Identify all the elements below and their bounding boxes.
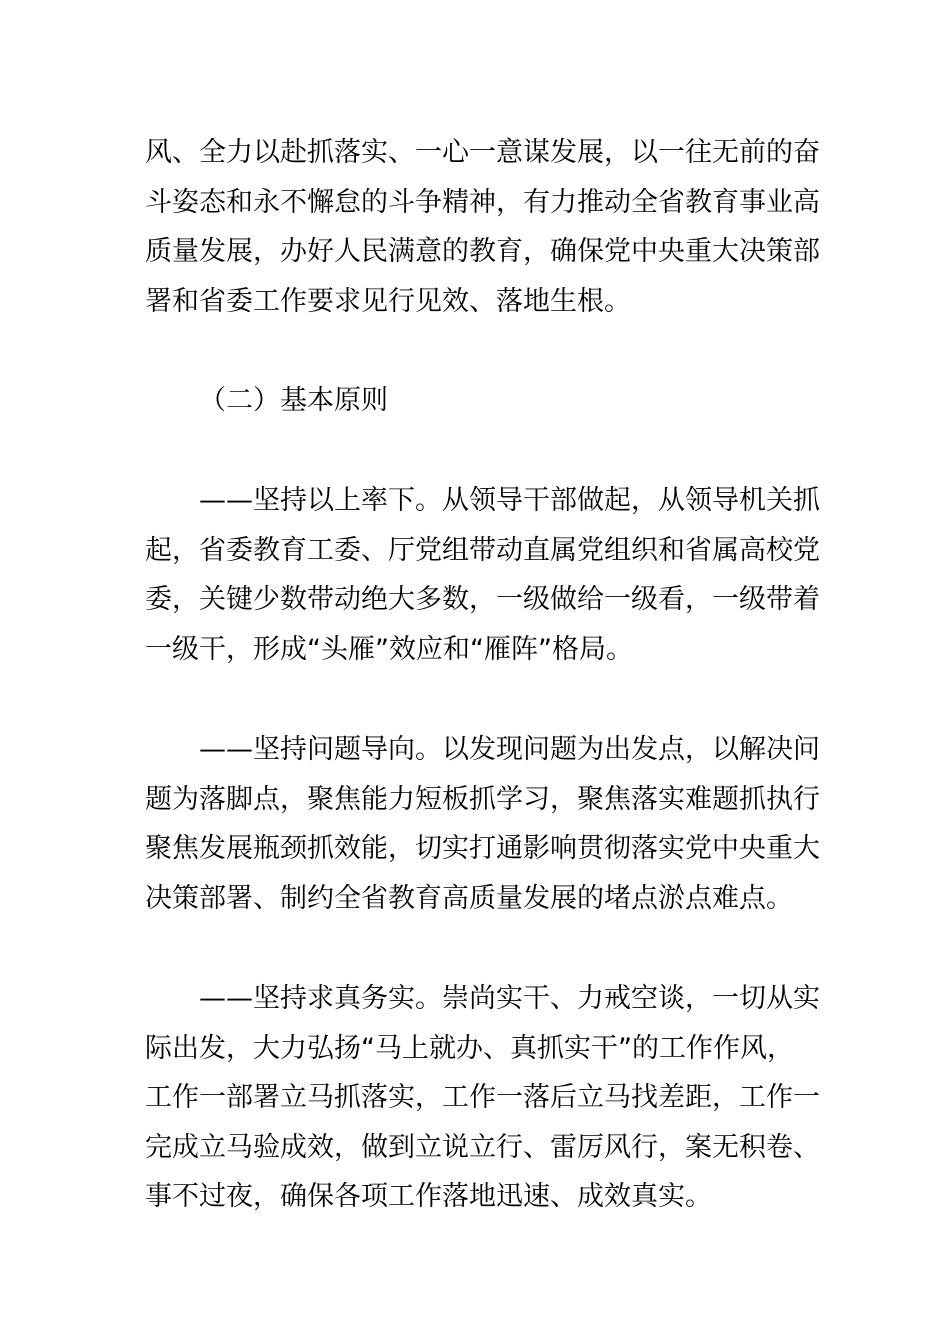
paragraph-line: 聚焦发展瓶颈抓效能，切实打通影响贯彻落实党中央重大 bbox=[145, 833, 820, 864]
paragraph-line: 事不过夜，确保各项工作落地迅速、成效真实。 bbox=[145, 1181, 712, 1212]
paragraph-line: 际出发，大力弘扬“马上就办、真抓实干”的工作作风， bbox=[145, 1032, 794, 1064]
paragraph-line: ——坚持问题导向。以发现问题为出发点，以解决问 bbox=[199, 734, 820, 765]
paragraph-line: 风、全力以赴抓落实、一心一意谋发展，以一往无前的奋 bbox=[145, 137, 820, 168]
paragraph-line: ——坚持以上率下。从领导干部做起，从领导机关抓 bbox=[199, 485, 820, 516]
principle-paragraph-1 bbox=[145, 476, 820, 674]
paragraph-line: 斗姿态和永不懈怠的斗争精神，有力推动全省教育事业高 bbox=[145, 186, 820, 218]
section-heading-block bbox=[145, 376, 810, 426]
paragraph-line: 工作一部署立马抓落实，工作一落后立马找差距，工作一 bbox=[145, 1082, 820, 1113]
paragraph-continuation bbox=[145, 128, 820, 326]
paragraph-line: 一级干，形成“头雁”效应和“雁阵”格局。 bbox=[145, 633, 633, 665]
paragraph-line: 题为落脚点，聚焦能力短板抓学习，聚焦落实难题抓执行 bbox=[145, 783, 820, 815]
paragraph-line: 委，关键少数带动绝大多数，一级做给一级看，一级带着 bbox=[145, 584, 820, 615]
paragraph-line: 决策部署、制约全省教育高质量发展的堵点淤点难点。 bbox=[145, 882, 793, 914]
principle-paragraph-2 bbox=[145, 725, 820, 923]
paragraph-line: 署和省委工作要求见行见效、落地生根。 bbox=[145, 285, 631, 317]
section-heading: （二）基本原则 bbox=[199, 385, 388, 416]
paragraph-line: 完成立马验成效，做到立说立行、雷厉风行，案无积卷、 bbox=[145, 1131, 820, 1163]
principle-paragraph-3 bbox=[145, 974, 820, 1222]
paragraph-line: ——坚持求真务实。崇尚实干、力戒空谈，一切从实 bbox=[199, 983, 820, 1014]
paragraph-line: 起，省委教育工委、厅党组带动直属党组织和省属高校党 bbox=[145, 534, 820, 566]
paragraph-line: 质量发展，办好人民满意的教育，确保党中央重大决策部 bbox=[145, 236, 820, 267]
